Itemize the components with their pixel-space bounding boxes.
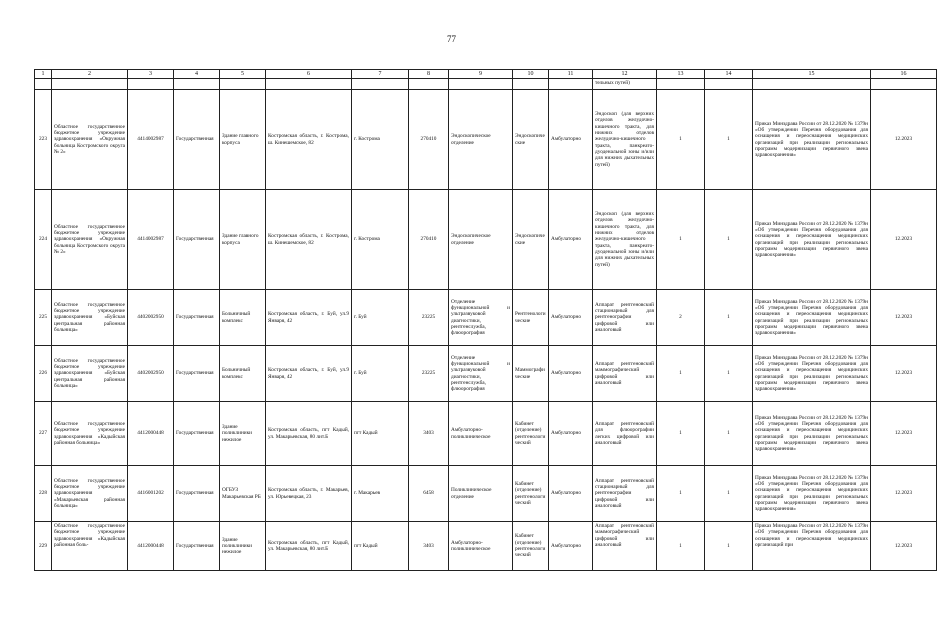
inn-cell: 4402002950 xyxy=(128,290,174,346)
address-cell: Костромская область, г. Макарьев, ул. Юрьевецкая, 23 xyxy=(266,466,352,522)
quantity-cell: 1 xyxy=(657,346,705,402)
locality-cell: г. Буй xyxy=(352,346,409,402)
date-cell: 12.2023 xyxy=(871,466,937,522)
basis-cell: Приказ Минздрава России от 28.12.2020 № 1379н «Об утверждении Перечня оборудования для оснащения и переоснащения медицинских организаций при реализации региональных программ модернизации первичного звена здравоохранения» xyxy=(753,90,871,190)
quantity-cell: 1 xyxy=(657,402,705,466)
organization-cell: Областное государственное бюджетное учреждение здравоохранения «Буйская центральная районная больница» xyxy=(52,346,128,402)
address-cell: Костромская область, г. Буй, ул.9 Января, 42 xyxy=(266,346,352,402)
col-header: 1 xyxy=(35,70,52,79)
address-cell: Костромская область, пгт Кадый, ул. Макарьевская, 80 лит.Б xyxy=(266,402,352,466)
inn-cell: 4412000448 xyxy=(128,402,174,466)
col-header: 9 xyxy=(449,70,513,79)
profile-cell: Кабинет (отделение) рентгенологический xyxy=(513,466,549,522)
col-header: 5 xyxy=(220,70,266,79)
department-cell: Отделение функциональной и ультразвуковой диагностики, рентгенслужба, флюорография xyxy=(449,346,513,402)
oktmo-cell: 270410 xyxy=(409,90,449,190)
department-cell: Амбулаторно-поликлиническое xyxy=(449,522,513,571)
table-row xyxy=(35,466,937,522)
ownership-cell: Государственная xyxy=(174,402,220,466)
header-row xyxy=(35,70,937,79)
basis-cell: Приказ Минздрава России от 28.12.2020 № 1379н «Об утверждении Перечня оборудования для оснащения и переоснащения медицинских организаций при реализации региональных программ модернизации первичного звена здравоохранения» xyxy=(753,402,871,466)
profile-cell: Кабинет (отделение) рентгенологический xyxy=(513,522,549,571)
locality-cell: пгт Кадый xyxy=(352,402,409,466)
equipment-cell: Аппарат рентгеновский для флюорографии легких цифровой или аналоговый xyxy=(593,402,657,466)
col-header: 16 xyxy=(871,70,937,79)
organization-cell: Областное государственное бюджетное учреждение здравоохранения «Макарьевская районная больница» xyxy=(52,466,128,522)
row-number-cell: 226 xyxy=(35,346,52,402)
profile-cell: Эндоскопические xyxy=(513,190,549,290)
address-cell: Костромская область, пгт Кадый, ул. Макарьевская, 80 лит.Б xyxy=(266,522,352,571)
row-number-cell: 229 xyxy=(35,522,52,571)
row-number-cell: 228 xyxy=(35,466,52,522)
quantity-cell: 1 xyxy=(657,90,705,190)
col-header: 13 xyxy=(657,70,705,79)
organization-cell: Областное государственное бюджетное учреждение здравоохранения «Окружная больница Костромского округа № 2» xyxy=(52,90,128,190)
profile-cell: Рентгенологические xyxy=(513,290,549,346)
col-header: 15 xyxy=(753,70,871,79)
date-cell: 12.2023 xyxy=(871,90,937,190)
date-cell: 12.2023 xyxy=(871,190,937,290)
department-cell: Поликлиническое отделение xyxy=(449,466,513,522)
oktmo-cell: 23225 xyxy=(409,290,449,346)
ownership-cell: Государственная xyxy=(174,290,220,346)
ownership-cell: Государственная xyxy=(174,190,220,290)
oktmo-cell: 23225 xyxy=(409,346,449,402)
oktmo-cell: 3403 xyxy=(409,522,449,571)
row-number-cell: 224 xyxy=(35,190,52,290)
care-type-cell: Амбулаторно xyxy=(549,346,593,402)
equipment-cell: Эндоскоп (для верхних отделов желудочно-кишечного тракта, для нижних отделов желудочно-кишечного тракта, панкреато-дуоденальной зоны и/или для нижних дыхательных путей) xyxy=(593,190,657,290)
col-header: 11 xyxy=(549,70,593,79)
ownership-cell: Государственная xyxy=(174,466,220,522)
building-cell: ОГБУЗ Макарьевская РБ xyxy=(220,466,266,522)
care-type-cell: Амбулаторно xyxy=(549,290,593,346)
inn-cell: 4416001202 xyxy=(128,466,174,522)
care-type-cell: Амбулаторно xyxy=(549,402,593,466)
date-cell: 12.2023 xyxy=(871,522,937,571)
basis-cell: Приказ Минздрава России от 28.12.2020 № 1379н «Об утверждении Перечня оборудования для оснащения и переоснащения медицинских организаций при реализации региональных программ модернизации первичного звена здравоохранения» xyxy=(753,466,871,522)
col-header: 3 xyxy=(128,70,174,79)
locality-cell: г. Макарьев xyxy=(352,466,409,522)
basis-cell: Приказ Минздрава России от 28.12.2020 № 1379н «Об утверждении Перечня оборудования для оснащения и переоснащения медицинских организаций при реализации региональных программ модернизации первичного звена здравоохранения» xyxy=(753,190,871,290)
department-cell: Эндоскопическое отделение xyxy=(449,90,513,190)
inn-cell: 4402002950 xyxy=(128,346,174,402)
col-header: 4 xyxy=(174,70,220,79)
date-cell: 12.2023 xyxy=(871,290,937,346)
table-row xyxy=(35,90,937,190)
quantity-cell: 1 xyxy=(705,90,753,190)
inn-cell: 4412000448 xyxy=(128,522,174,571)
ownership-cell: Государственная xyxy=(174,90,220,190)
building-cell: Больничный комплекс xyxy=(220,290,266,346)
building-cell: Больничный комплекс xyxy=(220,346,266,402)
col-header: 2 xyxy=(52,70,128,79)
address-cell: Костромская область, г. Кострома, ш. Кинешемское, 82 xyxy=(266,190,352,290)
equipment-cell: тельных путей) xyxy=(593,79,657,90)
organization-cell: Областное государственное бюджетное учреждение здравоохранения «Буйская центральная районная больница» xyxy=(52,290,128,346)
locality-cell: г. Кострома xyxy=(352,190,409,290)
department-cell: Отделение функциональной и ультразвуковой диагностики, рентгенслужба, флюорография xyxy=(449,290,513,346)
inn-cell: 4414002987 xyxy=(128,90,174,190)
col-header: 8 xyxy=(409,70,449,79)
building-cell: Здание поликлиники нежилое xyxy=(220,522,266,571)
col-header: 12 xyxy=(593,70,657,79)
table-row xyxy=(35,290,937,346)
care-type-cell: Амбулаторно xyxy=(549,522,593,571)
date-cell: 12.2023 xyxy=(871,346,937,402)
col-header: 14 xyxy=(705,70,753,79)
quantity-cell: 1 xyxy=(705,402,753,466)
building-cell: Здание главного корпуса xyxy=(220,90,266,190)
profile-cell: Кабинет (отделение) рентгенологический xyxy=(513,402,549,466)
table-row xyxy=(35,402,937,466)
quantity-cell: 1 xyxy=(657,466,705,522)
quantity-cell: 1 xyxy=(705,290,753,346)
quantity-cell: 2 xyxy=(657,290,705,346)
oktmo-cell: 3403 xyxy=(409,402,449,466)
table-row xyxy=(35,190,937,290)
locality-cell: пгт Кадый xyxy=(352,522,409,571)
locality-cell: г. Кострома xyxy=(352,90,409,190)
care-type-cell: Амбулаторно xyxy=(549,466,593,522)
basis-cell: Приказ Минздрава России от 28.12.2020 № 1379н «Об утверждении Перечня оборудования для оснащения и переоснащения медицинских организаций при реализации региональных программ модернизации первичного звена здравоохранения» xyxy=(753,346,871,402)
table-row xyxy=(35,522,937,571)
care-type-cell: Амбулаторно xyxy=(549,190,593,290)
oktmo-cell: 6458 xyxy=(409,466,449,522)
quantity-cell: 1 xyxy=(705,346,753,402)
building-cell: Здание поликлиники нежилое xyxy=(220,402,266,466)
quantity-cell: 1 xyxy=(705,190,753,290)
equipment-table xyxy=(34,69,937,571)
quantity-cell: 1 xyxy=(705,522,753,571)
ownership-cell: Государственная xyxy=(174,522,220,571)
department-cell: Амбулаторно-поликлиническое xyxy=(449,402,513,466)
oktmo-cell: 270410 xyxy=(409,190,449,290)
table-row xyxy=(35,346,937,402)
row-number-cell: 225 xyxy=(35,290,52,346)
equipment-cell: Аппарат рентгеновский маммографический цифровой или аналоговый xyxy=(593,346,657,402)
continuation-row xyxy=(35,79,937,90)
quantity-cell: 1 xyxy=(705,466,753,522)
basis-cell: Приказ Минздрава России от 28.12.2020 № 1379н «Об утверждении Перечня оборудования для оснащения и переоснащения медицинских организаций при xyxy=(753,522,871,571)
profile-cell: Маммографические xyxy=(513,346,549,402)
quantity-cell: 1 xyxy=(657,190,705,290)
equipment-cell: Аппарат рентгеновский стационарный для рентгенографии цифровой или аналоговый xyxy=(593,466,657,522)
address-cell: Костромская область, г. Буй, ул.9 Января, 42 xyxy=(266,290,352,346)
equipment-table-sheet xyxy=(34,69,913,571)
organization-cell: Областное государственное бюджетное учреждение здравоохранения «Кадыйская районная боль- xyxy=(52,522,128,571)
row-number-cell: 227 xyxy=(35,402,52,466)
care-type-cell: Амбулаторно xyxy=(549,90,593,190)
ownership-cell: Государственная xyxy=(174,346,220,402)
organization-cell: Областное государственное бюджетное учреждение здравоохранения «Окружная больница Костромского округа № 2» xyxy=(52,190,128,290)
row-number-cell: 223 xyxy=(35,90,52,190)
equipment-cell: Эндоскоп (для верхних отделов желудочно-кишечного тракта, для нижних отделов желудочно-кишечного тракта, панкреато-дуоденальной зоны и/или для нижних дыхательных путей) xyxy=(593,90,657,190)
inn-cell: 4414002987 xyxy=(128,190,174,290)
col-header: 10 xyxy=(513,70,549,79)
col-header: 6 xyxy=(266,70,352,79)
building-cell: Здание главного корпуса xyxy=(220,190,266,290)
equipment-cell: Аппарат рентгеновский стационарный для рентгенографии цифровой или аналоговый xyxy=(593,290,657,346)
basis-cell: Приказ Минздрава России от 28.12.2020 № 1379н «Об утверждении Перечня оборудования для оснащения и переоснащения медицинских организаций при реализации региональных программ модернизации первичного звена здравоохранения» xyxy=(753,290,871,346)
department-cell: Эндоскопическое отделение xyxy=(449,190,513,290)
profile-cell: Эндоскопические xyxy=(513,90,549,190)
quantity-cell: 1 xyxy=(657,522,705,571)
locality-cell: г. Буй xyxy=(352,290,409,346)
page-number: 77 xyxy=(447,34,456,44)
col-header: 7 xyxy=(352,70,409,79)
organization-cell: Областное государственное бюджетное учреждение здравоохранения «Кадыйская районная больница» xyxy=(52,402,128,466)
date-cell: 12.2023 xyxy=(871,402,937,466)
address-cell: Костромская область, г. Кострома, ш. Кинешемское, 82 xyxy=(266,90,352,190)
equipment-cell: Аппарат рентгеновский маммографический цифровой или аналоговый xyxy=(593,522,657,571)
